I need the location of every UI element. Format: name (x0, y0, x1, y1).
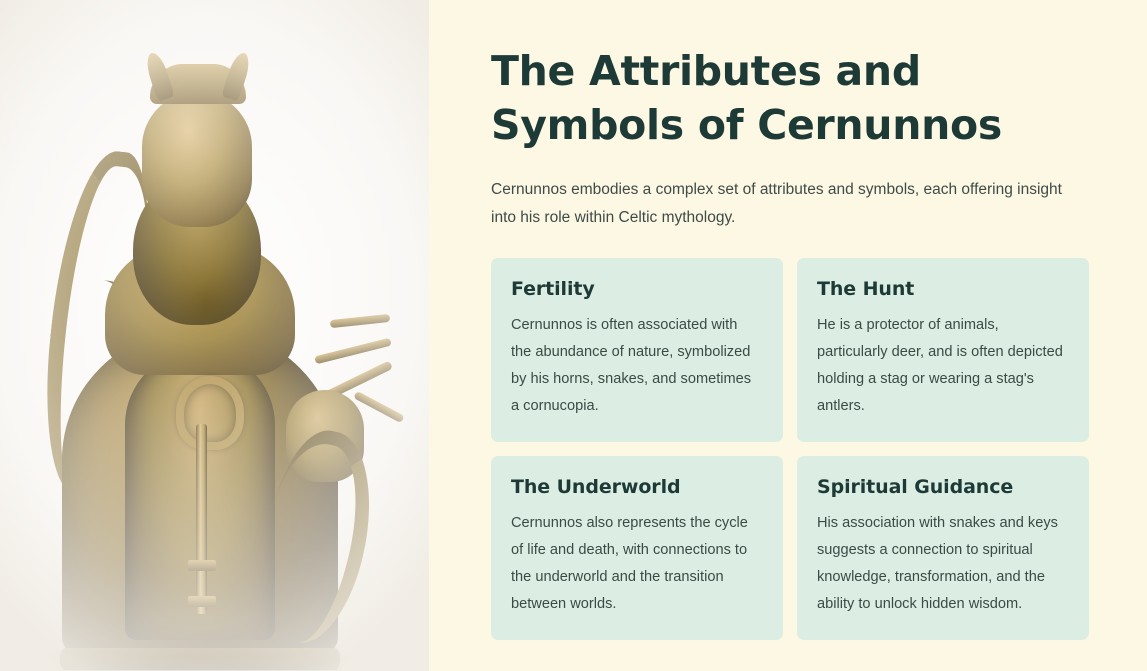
card-title: The Hunt (817, 278, 915, 300)
card-title: Fertility (511, 278, 595, 300)
card-body: Cernunnos is often associated with the abundance of nature, symbolized by his horns, snakes, and sometimes a cornucopia. (511, 317, 752, 414)
intro-paragraph: Cernunnos embodies a complex set of attributes and symbols, each offering insight into his role within Celtic mythology. (491, 181, 1062, 226)
card-title: Spiritual Guidance (817, 476, 1014, 498)
card-title: The Underworld (511, 476, 681, 498)
attribute-card-grid (491, 258, 1087, 640)
card-body: He is a protector of animals, particularly deer, and is often depicted holding a stag or wearing a stag's antlers. (817, 317, 1063, 414)
article-content-panel (429, 0, 1147, 671)
attribute-card-fertility (491, 258, 783, 442)
attribute-card-the-underworld (491, 456, 783, 640)
attribute-card-spiritual-guidance (797, 456, 1089, 640)
statue-shadow (40, 640, 360, 671)
attribute-card-the-hunt (797, 258, 1089, 442)
key-tooth-lower-icon (188, 596, 216, 607)
card-body: Cernunnos also represents the cycle of life and death, with connections to the underworld and the transition between worlds. (511, 515, 748, 612)
key-tooth-upper-icon (188, 560, 216, 571)
statue-image-panel (0, 0, 429, 671)
key-shaft-icon (196, 424, 207, 614)
page-title: The Attributes and Symbols of Cernunnos (491, 47, 1002, 149)
card-body: His association with snakes and keys suggests a connection to spiritual knowledge, transformation, and the ability to unlock hidden wisdom. (817, 515, 1058, 612)
statue-head (142, 92, 252, 227)
key-bow-icon (176, 376, 244, 450)
cernunnos-statue-illustration (0, 0, 429, 671)
